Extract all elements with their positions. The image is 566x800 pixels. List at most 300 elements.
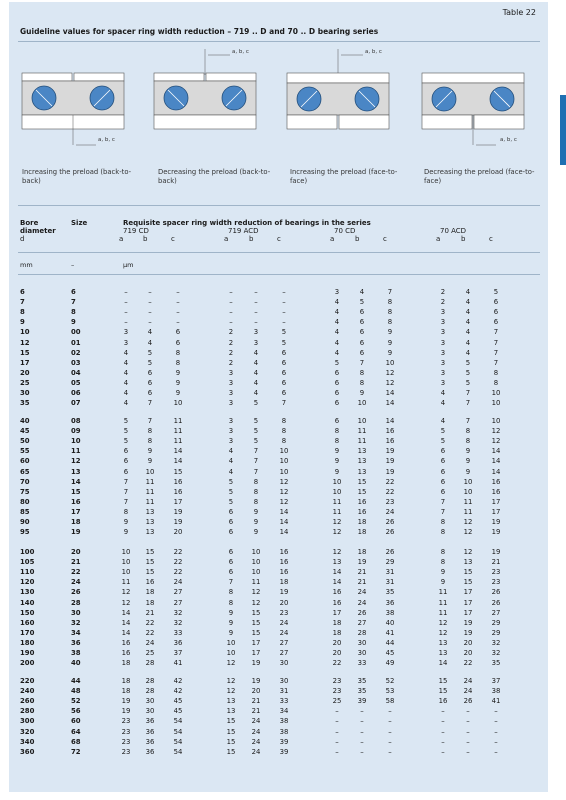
table-cell: 15 bbox=[226, 747, 236, 756]
table-cell: 9 bbox=[228, 618, 234, 627]
table-cell: 6 bbox=[123, 467, 129, 476]
table-cell: 8 bbox=[281, 427, 287, 436]
table-cell: 11 bbox=[145, 487, 155, 496]
table-cell: 19 bbox=[491, 528, 501, 537]
table-cell: – bbox=[335, 737, 339, 746]
table-cell: 27 bbox=[279, 638, 289, 647]
table-cell: 2 bbox=[440, 298, 446, 307]
table-cell: 4 bbox=[465, 348, 471, 357]
cell-size: 09 bbox=[71, 427, 81, 436]
table-cell: 5 bbox=[253, 417, 259, 425]
table-cell: 6 bbox=[359, 308, 365, 317]
table-cell: 16 bbox=[438, 697, 448, 706]
table-cell: 18 bbox=[357, 548, 367, 556]
table-cell: 6 bbox=[359, 348, 365, 357]
table-cell: 4 bbox=[334, 348, 340, 357]
table-cell: 8 bbox=[334, 427, 340, 436]
table-cell: 12 bbox=[491, 437, 501, 446]
table-cell: 6 bbox=[440, 477, 446, 486]
table-cell: 9 bbox=[387, 328, 393, 337]
table-cell: 20 bbox=[279, 598, 289, 607]
header-col-a: a bbox=[436, 235, 441, 243]
table-cell: 21 bbox=[357, 578, 367, 587]
table-cell: 9 bbox=[253, 507, 259, 516]
table-cell: 7 bbox=[123, 487, 129, 496]
table-cell: 5 bbox=[147, 358, 153, 367]
table-cell: 10 bbox=[491, 389, 501, 397]
dimension-label: a, b, c bbox=[500, 137, 517, 143]
table-cell: 54 bbox=[173, 717, 183, 726]
table-cell: 7 bbox=[359, 358, 365, 367]
table-cell: 5 bbox=[228, 477, 234, 486]
table-cell: 22 bbox=[385, 477, 395, 486]
table-cell: 10 bbox=[121, 558, 131, 567]
table-cell: 11 bbox=[357, 427, 367, 436]
table-cell: 19 bbox=[251, 677, 261, 685]
table-cell: 5 bbox=[281, 338, 287, 347]
table-cell: 15 bbox=[226, 737, 236, 746]
table-cell: 4 bbox=[123, 389, 129, 397]
table-cell: 12 bbox=[251, 588, 261, 597]
table-cell: 13 bbox=[145, 518, 155, 526]
table-cell: – bbox=[176, 298, 180, 307]
diagram-decrease-face-to-face bbox=[418, 45, 528, 150]
table-cell: 44 bbox=[385, 638, 395, 647]
table-cell: 21 bbox=[357, 568, 367, 577]
cell-bore: 140 bbox=[20, 598, 35, 607]
table-cell: – bbox=[388, 727, 392, 736]
table-cell: 22 bbox=[173, 558, 183, 567]
caption-increase-face-to-face: Increasing the preload (face-to-face) bbox=[290, 168, 398, 185]
table-cell: – bbox=[441, 737, 445, 746]
table-cell: 7 bbox=[147, 399, 153, 408]
table-cell: – bbox=[388, 747, 392, 756]
table-cell: – bbox=[229, 318, 233, 327]
cell-bore: 20 bbox=[20, 368, 30, 377]
unit-mm: mm bbox=[20, 261, 33, 269]
table-cell: 12 bbox=[463, 518, 473, 526]
cell-size: 07 bbox=[71, 399, 81, 408]
table-cell: 3 bbox=[440, 378, 446, 387]
table-cell: 36 bbox=[145, 727, 155, 736]
table-cell: 3 bbox=[228, 437, 234, 446]
table-cell: 18 bbox=[332, 618, 342, 627]
table-cell: 15 bbox=[145, 558, 155, 567]
table-cell: 41 bbox=[385, 628, 395, 637]
table-cell: 4 bbox=[334, 318, 340, 327]
table-cell: 12 bbox=[332, 518, 342, 526]
table-cell: 12 bbox=[279, 497, 289, 506]
table-cell: – bbox=[494, 747, 498, 756]
table-cell: 30 bbox=[357, 638, 367, 647]
table-cell: 12 bbox=[121, 598, 131, 607]
cell-bore: 15 bbox=[20, 348, 30, 357]
cell-bore: 50 bbox=[20, 437, 30, 446]
table-cell: 23 bbox=[121, 747, 131, 756]
table-cell: 14 bbox=[279, 507, 289, 516]
cell-bore: 75 bbox=[20, 487, 30, 496]
table-cell: 36 bbox=[145, 747, 155, 756]
table-cell: 26 bbox=[357, 608, 367, 617]
cell-size: 03 bbox=[71, 358, 81, 367]
table-cell: 8 bbox=[253, 497, 259, 506]
table-cell: 7 bbox=[465, 399, 471, 408]
table-cell: 6 bbox=[228, 548, 234, 556]
cell-bore: 190 bbox=[20, 649, 35, 657]
table-cell: – bbox=[229, 298, 233, 307]
table-cell: – bbox=[388, 737, 392, 746]
table-cell: 3 bbox=[253, 338, 259, 347]
cell-size: 36 bbox=[71, 638, 81, 647]
table-cell: 3 bbox=[228, 399, 234, 408]
table-cell: – bbox=[335, 717, 339, 726]
table-cell: – bbox=[494, 707, 498, 716]
table-cell: – bbox=[335, 747, 339, 756]
table-cell: 16 bbox=[332, 588, 342, 597]
header-col-b: b bbox=[249, 235, 254, 243]
table-cell: 9 bbox=[387, 348, 393, 357]
table-cell: 4 bbox=[147, 338, 153, 347]
table-cell: 11 bbox=[438, 598, 448, 607]
table-cell: 24 bbox=[463, 687, 473, 696]
table-cell: 33 bbox=[279, 697, 289, 706]
table-cell: 3 bbox=[123, 338, 129, 347]
table-cell: 14 bbox=[279, 518, 289, 526]
table-cell: 9 bbox=[334, 467, 340, 476]
table-cell: 15 bbox=[463, 578, 473, 587]
table-cell: 4 bbox=[440, 399, 446, 408]
table-cell: 2 bbox=[228, 338, 234, 347]
table-cell: – bbox=[466, 747, 470, 756]
table-cell: 15 bbox=[226, 717, 236, 726]
section-tab-marker bbox=[560, 95, 566, 165]
table-cell: 5 bbox=[493, 288, 499, 296]
table-cell: 14 bbox=[385, 389, 395, 397]
table-cell: 6 bbox=[493, 298, 499, 307]
table-cell: 30 bbox=[279, 677, 289, 685]
diagram-increase-face-to-face bbox=[283, 45, 393, 150]
table-cell: 7 bbox=[123, 477, 129, 486]
table-cell: 13 bbox=[226, 697, 236, 706]
table-cell: 3 bbox=[253, 328, 259, 337]
table-cell: – bbox=[254, 308, 258, 317]
cell-bore: 55 bbox=[20, 447, 30, 456]
table-cell: 6 bbox=[228, 518, 234, 526]
table-cell: 14 bbox=[121, 618, 131, 627]
cell-size: 44 bbox=[71, 677, 81, 685]
table-cell: 12 bbox=[121, 588, 131, 597]
table-cell: 8 bbox=[334, 437, 340, 446]
table-cell: 15 bbox=[438, 687, 448, 696]
table-cell: 14 bbox=[491, 467, 501, 476]
table-cell: 5 bbox=[228, 497, 234, 506]
table-cell: 6 bbox=[334, 378, 340, 387]
cell-bore: 12 bbox=[20, 338, 30, 347]
table-cell: 9 bbox=[334, 447, 340, 456]
table-cell: 16 bbox=[385, 427, 395, 436]
table-cell: 5 bbox=[465, 368, 471, 377]
table-cell: 6 bbox=[440, 457, 446, 466]
unit-divider bbox=[18, 274, 540, 275]
table-cell: 24 bbox=[251, 727, 261, 736]
table-cell: 26 bbox=[491, 598, 501, 607]
table-cell: 19 bbox=[385, 467, 395, 476]
cell-bore: 110 bbox=[20, 568, 35, 577]
table-cell: 23 bbox=[491, 578, 501, 587]
table-cell: 12 bbox=[226, 677, 236, 685]
table-cell: 3 bbox=[123, 328, 129, 337]
table-cell: 14 bbox=[385, 417, 395, 425]
table-cell: – bbox=[254, 298, 258, 307]
table-cell: 27 bbox=[357, 618, 367, 627]
table-cell: 9 bbox=[387, 338, 393, 347]
table-cell: 22 bbox=[173, 568, 183, 577]
table-cell: 26 bbox=[385, 518, 395, 526]
table-cell: – bbox=[148, 288, 152, 296]
table-cell: 4 bbox=[465, 338, 471, 347]
dimension-label: a, b, c bbox=[232, 49, 249, 55]
table-cell: 6 bbox=[147, 368, 153, 377]
table-cell: 7 bbox=[440, 507, 446, 516]
table-cell: 21 bbox=[251, 707, 261, 716]
table-cell: 27 bbox=[173, 588, 183, 597]
table-cell: 19 bbox=[385, 457, 395, 466]
table-cell: 5 bbox=[334, 358, 340, 367]
table-cell: 23 bbox=[121, 737, 131, 746]
table-cell: 32 bbox=[173, 608, 183, 617]
table-cell: 11 bbox=[173, 437, 183, 446]
table-cell: 22 bbox=[173, 548, 183, 556]
table-cell: 4 bbox=[123, 358, 129, 367]
table-cell: 14 bbox=[332, 578, 342, 587]
table-cell: 10 bbox=[279, 457, 289, 466]
cell-size: 68 bbox=[71, 737, 81, 746]
table-title: Guideline values for spacer ring width reduction – 719 .. D and 70 .. D bearing series bbox=[20, 27, 379, 36]
table-cell: 6 bbox=[281, 368, 287, 377]
table-cell: 4 bbox=[334, 298, 340, 307]
table-cell: 32 bbox=[491, 649, 501, 657]
table-cell: 3 bbox=[440, 338, 446, 347]
table-cell: 8 bbox=[493, 378, 499, 387]
table-cell: 29 bbox=[385, 558, 395, 567]
table-cell: 26 bbox=[463, 697, 473, 706]
table-cell: 19 bbox=[463, 628, 473, 637]
unit-um: µm bbox=[123, 261, 134, 269]
cell-size: 6 bbox=[71, 288, 76, 296]
table-cell: 3 bbox=[228, 389, 234, 397]
table-cell: 6 bbox=[334, 417, 340, 425]
table-cell: 3 bbox=[228, 417, 234, 425]
table-cell: 18 bbox=[121, 659, 131, 668]
table-cell: 7 bbox=[387, 288, 393, 296]
cell-size: 19 bbox=[71, 528, 81, 537]
table-cell: 19 bbox=[463, 618, 473, 627]
table-cell: 5 bbox=[123, 437, 129, 446]
table-cell: 13 bbox=[145, 507, 155, 516]
table-cell: – bbox=[335, 727, 339, 736]
table-cell: 19 bbox=[279, 588, 289, 597]
table-cell: 4 bbox=[147, 328, 153, 337]
header-series-70acd: 70 ACD bbox=[440, 227, 467, 235]
table-cell: 6 bbox=[281, 348, 287, 357]
table-cell: – bbox=[466, 717, 470, 726]
cell-bore: 60 bbox=[20, 457, 30, 466]
table-cell: 9 bbox=[334, 457, 340, 466]
table-cell: 41 bbox=[491, 697, 501, 706]
table-cell: 40 bbox=[385, 618, 395, 627]
table-cell: 4 bbox=[465, 308, 471, 317]
cell-size: 16 bbox=[71, 497, 81, 506]
table-cell: – bbox=[176, 318, 180, 327]
table-cell: 8 bbox=[465, 437, 471, 446]
cell-bore: 180 bbox=[20, 638, 35, 647]
table-cell: 9 bbox=[123, 528, 129, 537]
table-cell: 8 bbox=[440, 548, 446, 556]
table-cell: 16 bbox=[357, 497, 367, 506]
cell-size: 30 bbox=[71, 608, 81, 617]
table-cell: 6 bbox=[440, 467, 446, 476]
cell-size: 7 bbox=[71, 298, 76, 307]
table-cell: 17 bbox=[491, 497, 501, 506]
table-cell: 13 bbox=[226, 707, 236, 716]
table-cell: 4 bbox=[123, 399, 129, 408]
table-cell: 10 bbox=[491, 399, 501, 408]
cell-bore: 30 bbox=[20, 389, 30, 397]
caption-decrease-back-to-back: Decreasing the preload (back-to-back) bbox=[158, 168, 271, 185]
table-cell: 12 bbox=[279, 487, 289, 496]
cell-size: 9 bbox=[71, 318, 76, 327]
table-cell: 33 bbox=[173, 628, 183, 637]
table-cell: 5 bbox=[253, 399, 259, 408]
header-series-70cd: 70 CD bbox=[334, 227, 356, 235]
title-divider bbox=[18, 41, 540, 42]
table-cell: – bbox=[388, 717, 392, 726]
table-cell: 27 bbox=[173, 598, 183, 607]
table-cell: 26 bbox=[385, 528, 395, 537]
table-cell: – bbox=[360, 717, 364, 726]
table-cell: 17 bbox=[463, 588, 473, 597]
table-cell: 30 bbox=[145, 707, 155, 716]
table-cell: 23 bbox=[332, 677, 342, 685]
cell-bore: 280 bbox=[20, 707, 35, 716]
table-cell: 9 bbox=[147, 447, 153, 456]
cell-size: 56 bbox=[71, 707, 81, 716]
table-cell: 5 bbox=[228, 487, 234, 496]
table-cell: 19 bbox=[491, 518, 501, 526]
table-cell: 15 bbox=[438, 677, 448, 685]
table-cell: 11 bbox=[463, 507, 473, 516]
table-cell: 10 bbox=[279, 447, 289, 456]
table-cell: 38 bbox=[491, 687, 501, 696]
table-cell: – bbox=[335, 707, 339, 716]
table-cell: 5 bbox=[440, 437, 446, 446]
table-cell: 17 bbox=[463, 598, 473, 607]
bearing-pair-drawing bbox=[18, 45, 128, 150]
table-cell: 24 bbox=[357, 588, 367, 597]
cell-size: 00 bbox=[71, 328, 81, 337]
table-cell: 36 bbox=[385, 598, 395, 607]
table-cell: 6 bbox=[175, 338, 181, 347]
table-cell: 7 bbox=[465, 389, 471, 397]
table-cell: – bbox=[282, 298, 286, 307]
header-series-719cd: 719 CD bbox=[123, 227, 149, 235]
table-cell: 10 bbox=[463, 477, 473, 486]
cell-size: 8 bbox=[71, 308, 76, 317]
table-cell: 15 bbox=[145, 568, 155, 577]
header-series-719acd: 719 ACD bbox=[228, 227, 259, 235]
table-cell: – bbox=[466, 707, 470, 716]
table-cell: 16 bbox=[491, 477, 501, 486]
table-cell: 7 bbox=[253, 447, 259, 456]
table-cell: 11 bbox=[438, 608, 448, 617]
table-cell: 20 bbox=[463, 638, 473, 647]
table-cell: 4 bbox=[465, 298, 471, 307]
table-cell: 9 bbox=[440, 578, 446, 587]
table-cell: 8 bbox=[281, 417, 287, 425]
table-cell: 13 bbox=[332, 558, 342, 567]
table-cell: 10 bbox=[357, 399, 367, 408]
table-cell: 9 bbox=[175, 378, 181, 387]
table-cell: 30 bbox=[145, 697, 155, 706]
table-cell: 14 bbox=[173, 457, 183, 466]
table-cell: 42 bbox=[173, 677, 183, 685]
bearing-pair-drawing bbox=[283, 45, 393, 150]
header-requisite: Requisite spacer ring width reduction of bearings in the series bbox=[123, 219, 371, 227]
header-col-b: b bbox=[355, 235, 360, 243]
table-cell: – bbox=[148, 318, 152, 327]
table-cell: 12 bbox=[463, 528, 473, 537]
table-cell: 17 bbox=[491, 507, 501, 516]
table-cell: 8 bbox=[440, 528, 446, 537]
table-cell: 11 bbox=[332, 507, 342, 516]
table-cell: 12 bbox=[438, 628, 448, 637]
table-cell: 8 bbox=[147, 427, 153, 436]
table-cell: 16 bbox=[332, 598, 342, 607]
table-cell: 8 bbox=[253, 487, 259, 496]
table-cell: 52 bbox=[385, 677, 395, 685]
table-cell: 11 bbox=[332, 497, 342, 506]
table-cell: 4 bbox=[359, 288, 365, 296]
cell-bore: 340 bbox=[20, 737, 35, 746]
table-cell: 4 bbox=[334, 338, 340, 347]
table-cell: 24 bbox=[279, 618, 289, 627]
table-cell: – bbox=[360, 747, 364, 756]
table-cell: 17 bbox=[251, 638, 261, 647]
table-cell: 2 bbox=[228, 358, 234, 367]
table-cell: 4 bbox=[440, 417, 446, 425]
table-cell: 5 bbox=[253, 427, 259, 436]
table-cell: 30 bbox=[357, 649, 367, 657]
table-cell: 8 bbox=[465, 427, 471, 436]
table-cell: – bbox=[360, 737, 364, 746]
table-cell: 19 bbox=[121, 707, 131, 716]
table-cell: 6 bbox=[147, 389, 153, 397]
table-cell: 10 bbox=[121, 568, 131, 577]
table-cell: 6 bbox=[359, 328, 365, 337]
table-cell: 10 bbox=[251, 548, 261, 556]
table-cell: 24 bbox=[251, 717, 261, 726]
table-cell: 10 bbox=[251, 558, 261, 567]
table-cell: 38 bbox=[385, 608, 395, 617]
dimension-label: a, b, c bbox=[98, 137, 115, 143]
table-cell: 22 bbox=[463, 659, 473, 668]
header-col-c: c bbox=[277, 235, 281, 243]
cell-size: 01 bbox=[71, 338, 81, 347]
cell-bore: 25 bbox=[20, 378, 30, 387]
table-cell: 9 bbox=[465, 447, 471, 456]
cell-size: 17 bbox=[71, 507, 81, 516]
table-cell: 6 bbox=[228, 558, 234, 567]
